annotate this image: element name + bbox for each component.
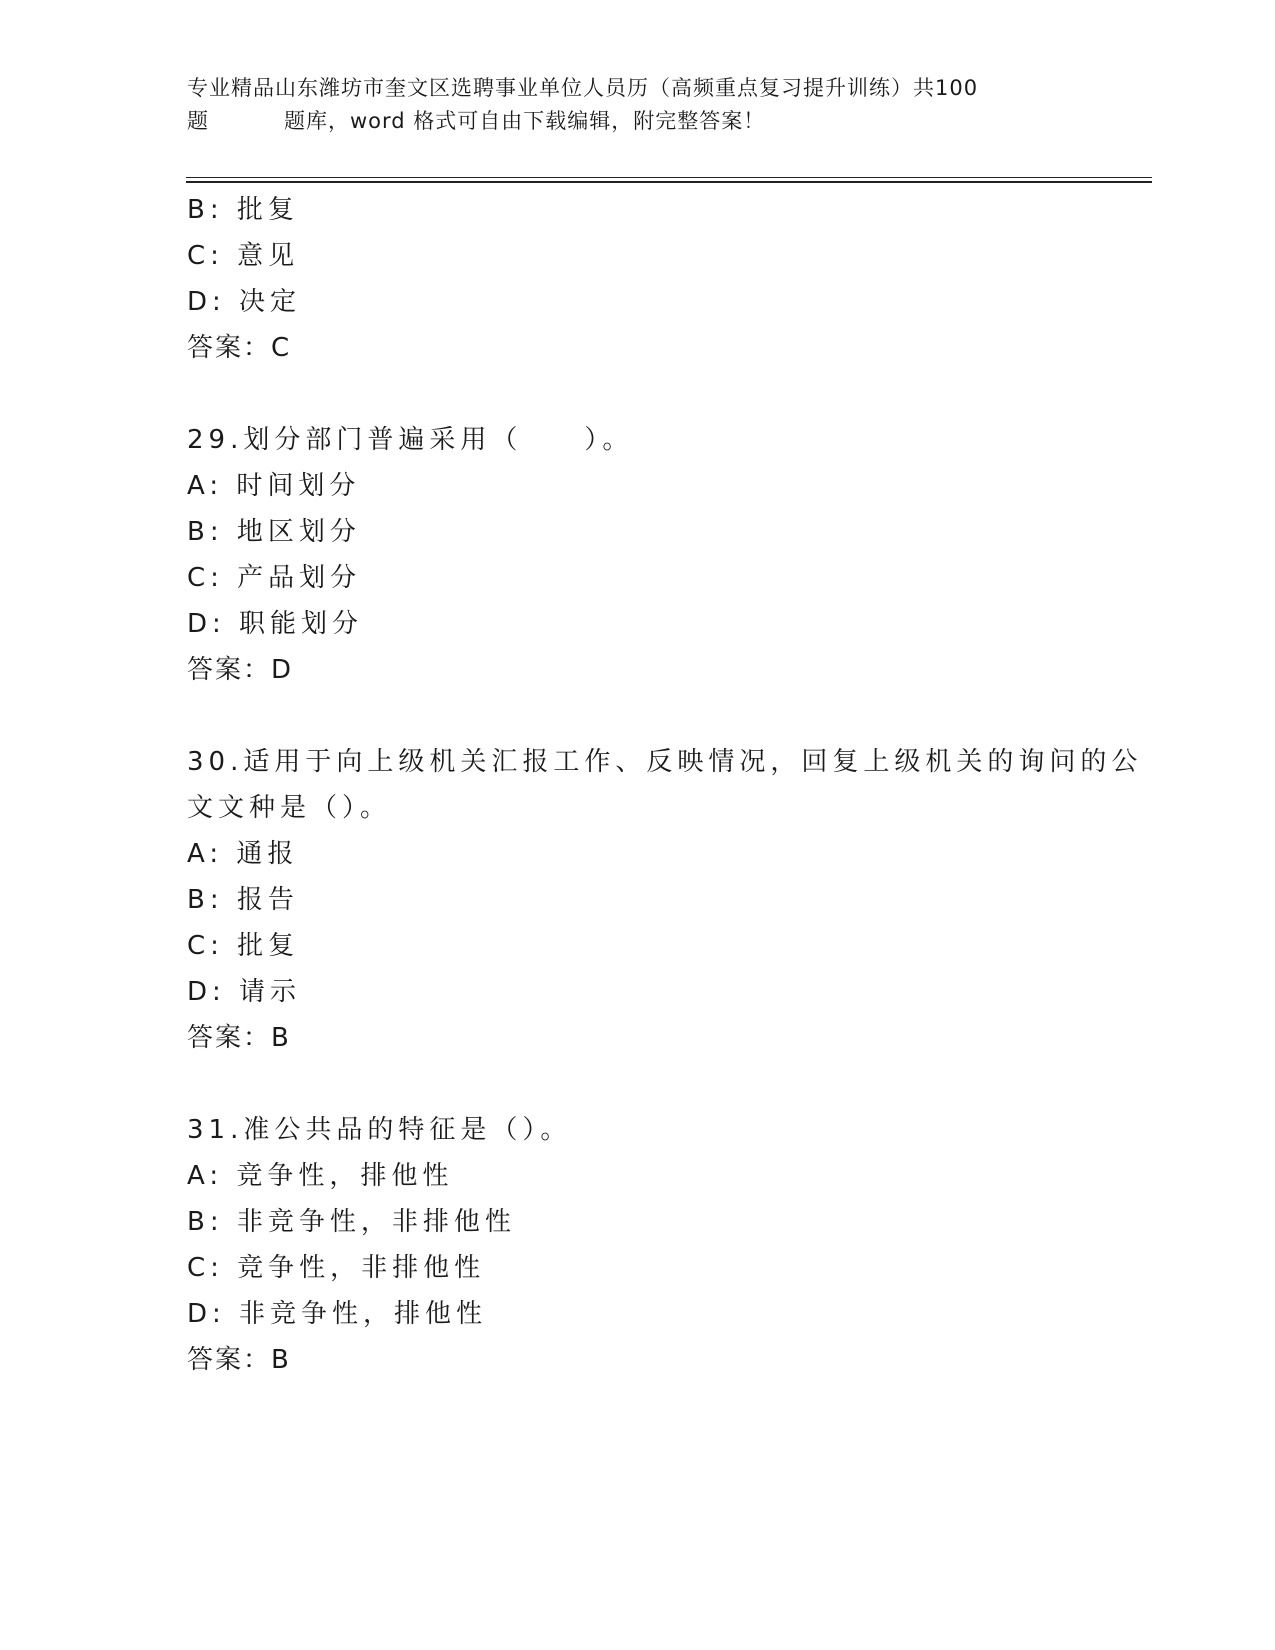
question-28-continued [187,187,1087,371]
question-31 [187,1107,1087,1383]
question-stem-line-2: 文文种是（）。 [187,793,392,823]
document-header [187,72,1087,138]
option-c: C: 批复 [187,931,300,961]
answer-line: 答案：B [187,1023,291,1053]
option-b: B: 地区划分 [187,517,361,547]
header-title-line-1: 专业精品山东潍坊市奎文区选聘事业单位人员历（高频重点复习提升训练）共100 [187,76,979,100]
question-stem: 31.准公共品的特征是（）。 [187,1115,572,1145]
option-d: D: 决定 [187,287,302,317]
question-30 [187,739,1143,1061]
header-title-line-2-rest: 题库，word 格式可自由下载编辑，附完整答案！ [284,109,766,133]
option-a: A: 竞争性，排他性 [187,1161,454,1191]
question-stem-line-1: 30.适用于向上级机关汇报工作、反映情况，回复上级机关的询问的公 [187,747,1143,777]
option-c: C: 产品划分 [187,563,362,593]
answer-line: 答案：D [187,655,294,685]
answer-line: 答案：B [187,1345,291,1375]
option-a: A: 通报 [187,839,299,869]
option-c: C: 意见 [187,241,300,271]
header-title-line-2 [187,105,1087,138]
option-b: B: 非竞争性，非排他性 [187,1207,516,1237]
header-title-line-2-start: 题 [187,109,209,133]
header-rule-thick [186,181,1152,183]
option-d: D: 非竞争性，排他性 [187,1299,488,1329]
question-29 [187,417,1087,693]
header-rule-thin [186,177,1152,178]
option-a: A: 时间划分 [187,471,361,501]
question-list [187,187,1143,1383]
option-b: B: 报告 [187,885,299,915]
answer-line: 答案：C [187,333,292,363]
option-d: D: 请示 [187,977,302,1007]
question-stem: 29.划分部门普遍采用（ ）。 [187,425,634,455]
option-c: C: 竞争性，非排他性 [187,1253,486,1283]
option-b: B: 批复 [187,195,299,225]
option-d: D: 职能划分 [187,609,364,639]
